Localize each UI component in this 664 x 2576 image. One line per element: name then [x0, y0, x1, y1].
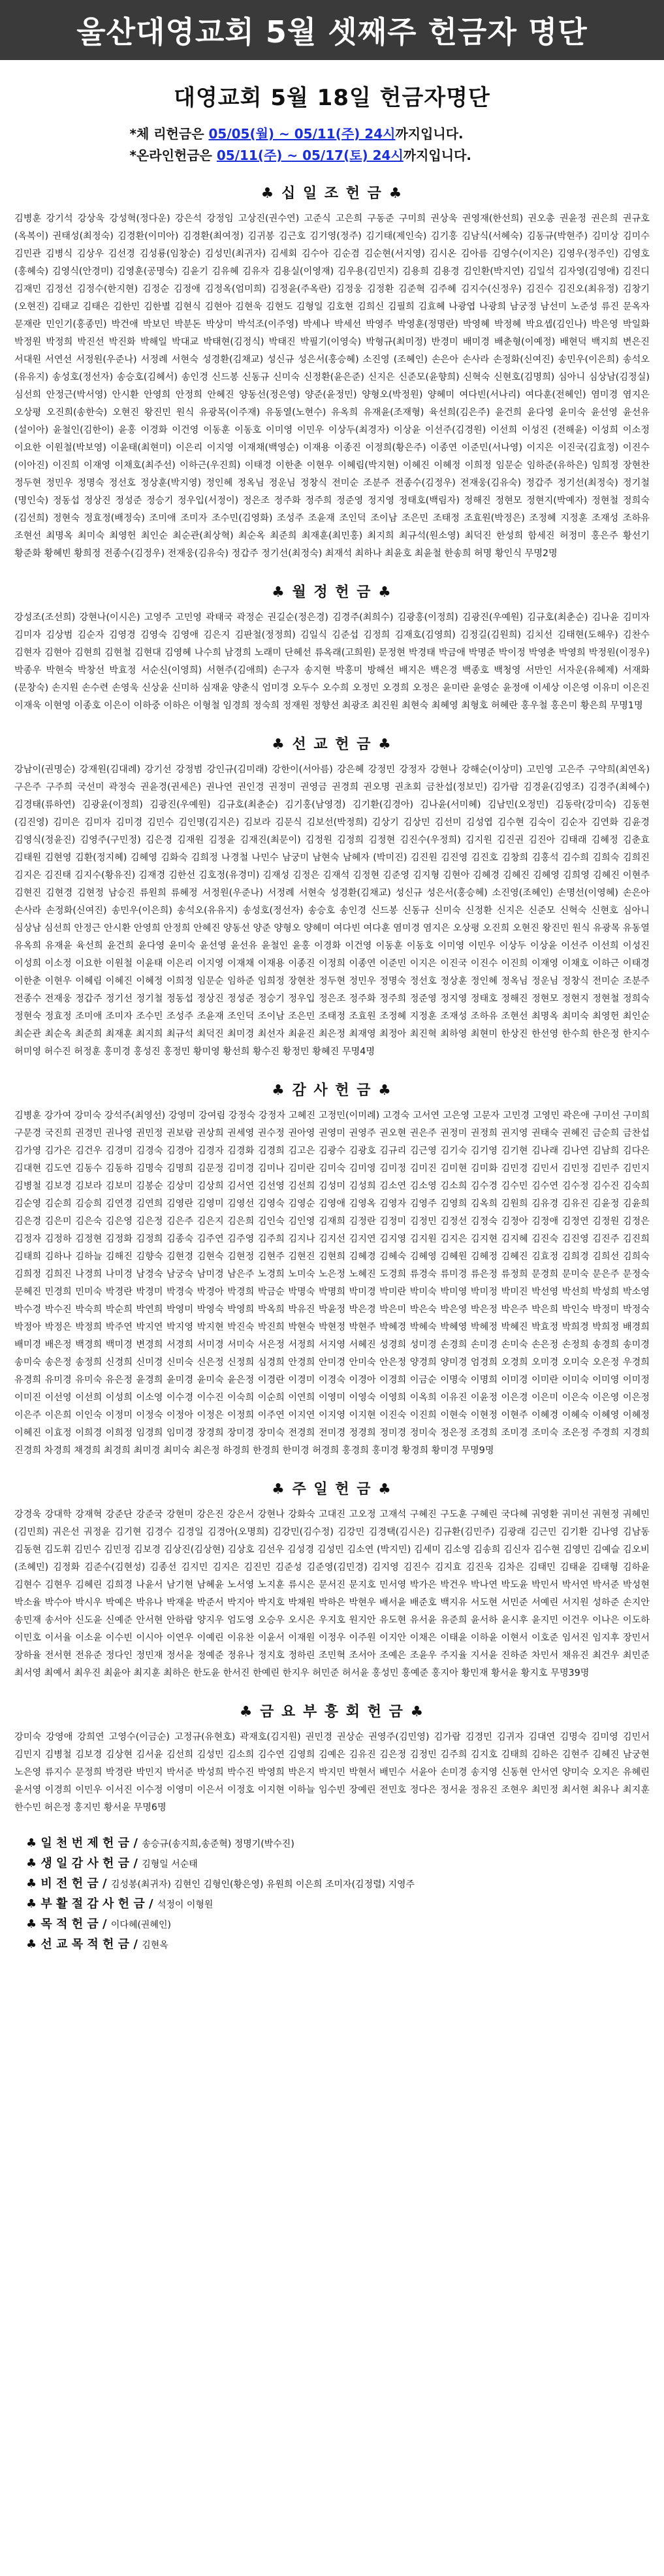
extra-value: 이다혜(권혜인): [110, 1920, 171, 1930]
section-title: ♣ 선 교 헌 금 ♣: [272, 736, 392, 753]
section-monthly: [14, 581, 650, 715]
section-sunday: [14, 1478, 650, 1682]
extra-label: ♣ 목 적 헌 금 /: [26, 1917, 107, 1931]
notice-online-prefix: *온라인헌금은: [129, 148, 217, 163]
section-tithe: [14, 182, 650, 563]
section-title: ♣ 감 사 헌 금 ♣: [272, 1082, 392, 1099]
notice-offline: [130, 123, 535, 142]
notice-offline-period: 05/05(월) ~ 05/11(주) 24시: [208, 126, 396, 142]
list-subtitle: 대영교회 5월 18일 헌금자명단: [174, 85, 490, 111]
section-mission: [14, 733, 650, 1061]
donor-names: 강남이(권명순) 강재원(김대례) 강기선 강정범 강인규(김미래) 강한이(서아름) 강은혜 강정민 강정자 강현나 강해순(이상미) 고민영 고은주 구약희(최연옥) 구은주 구주희 국선미 곽정숙 권윤경(권세은) 권나연 권인경 권정미 권영금 권경희 권오명 권초회 금찬섭(정보민) 김가람 김경윤(김영조) 김경주(최혜수) 김경태(류하연) 김광윤(이정희) 김광진(우예원) 김규호(최춘순) 김기홍(남영경) 김기환(김경아) 김나윤(서미혜) 김남민(오정민) 김동락(강미숙) 김동현(김진영) 김미은 김미자 김미경 김민수 김인명(김지은) 김보라 김문식 김보선(박정희) 김상기 김상민 김선미 김성엽 김수현 김숙이 김순자 김연화 김윤경 김영식(정윤진) 김영주(구민정) 김은경 김재원 김정윤 김재진(최문이) 김정원 김정희 김정현 김진수(우정희) 김지원 김진권 김진아 김태래 김혜정 김춘효 김태원 김현영 김환(정지혜) 김혜영 김화숙 김희정 나경철 나민수 남궁미 남현숙 남혜자 (박미진) 김진원 김진영 김진호 김창희 김홍석 김수희 김희숙 김희진 김지은 김진태 김지수(황유진) 김재경 김한선 김호정(유경미) 김재성 김정은 김재석 김정현 김준영 김지형 김현아 김혜경 김혜진 김혜영 김희영 김혜진 이현주 김현진 김현경 김현정 남승진 류원희 류혜정 서정원(우준나) 서정례 서현숙 성경환(김채교) 성신규 성은서(홍승혜) 소진영(조혜인) 손명선(이영혜) 손은아 손사라 손정화(신여진) 송민우(이은희) 송석오(유유지) 송성호(정선자) 송승호 송인경 신드봉 신동규 신미숙 신정환 신지은 신준모 신혁숙 신현호 심아니 심상남 심선희 안정근 안시환 안영희 안정희 안혜진 양동선 양준 양형오 양혜미 여다빈 여다훈 염미경 염지은 오상평 오진희 오현진 왕진민 원식 유광목 유동열 유옥희 유재윤 육선희 윤건희 윤다영 윤미숙 윤선영 윤선유 윤철인 윤홍 이경화 이건영 이동훈 이동호 이미영 이민우 이상두 이상윤 이선주 이선희 이성진 이성희 이소정 이요한 이원철 이윤태 이은리 이지영 이재채 이재용 이종진 이정희 이종연 이준민 이지은 이진국 이진수 이진희 이재영 이채호 이하근 이태경 이한춘 이현우 이혜림 이혜진 이혜정 이희정 임문순 임하준 임희정 장현찬 정두현 정민우 정명숙 정선호 정상훈 정인혜 정옥님 정운님 정창식 전미순 조분주 전종수 전재웅 정갑주 정기선 정기철 정동섭 정상진 정성준 정승기 정우입 정은조 정주화 정주희 정준영 정지영 정태호 정해진 정현모 정현지 정현철 정희숙 정현숙 정효정 조미애 조미자 조수민 조성주 조윤재 조인덕 조이남 조은민 조태정 조효원 조정혜 지정훈 조재성 조하유 조현선 최명옥 최미숙 최영헌 최인순 최순관 최순옥 최준희 최재훈 최지희 최규석 최덕진 최미경 최선자 최윤진 최은정 최재영 최정아 최진혁 최하영 최현미 한상진 한선영 한수희 한은정 한지수 허미영 허수진 허정훈 홍미경 홍성진 홍정민 황미영 황선희 황수진 황정민 황혜진 무명4명: [14, 764, 650, 1057]
extra-label: ♣ 비 전 헌 금 /: [26, 1877, 107, 1891]
page-header: [0, 0, 664, 60]
page-title: 울산대영교회 5월 셋째주 헌금자 명단: [76, 14, 588, 50]
section-title: ♣ 주 일 헌 금 ♣: [272, 1481, 392, 1498]
extra-offerings: [26, 1834, 638, 1955]
notice-online-suffix: 까지입니다.: [403, 148, 471, 163]
notice-online-period: 05/11(주) ~ 05/17(토) 24시: [216, 148, 403, 163]
notice-offline-prefix: *체 리헌금은: [129, 126, 209, 142]
extra-value: 김현옥: [142, 1940, 168, 1951]
extra-label: ♣ 선 교 목 적 헌 금 /: [26, 1938, 138, 1951]
notice-online: [130, 145, 535, 164]
notice-offline-suffix: 까지입니다.: [395, 126, 464, 142]
extra-row-vision: [26, 1874, 638, 1894]
notice-block: [130, 123, 535, 164]
extra-label: ♣ 일 천 번 제 헌 금 /: [26, 1836, 138, 1850]
extra-row-birthday: [26, 1854, 638, 1874]
section-thanksgiving: [14, 1079, 650, 1460]
extra-row-thousand-offering: [26, 1834, 638, 1854]
extra-label: ♣ 부 활 절 감 사 헌 금 /: [26, 1897, 153, 1911]
section-title: ♣ 십 일 조 헌 금 ♣: [261, 185, 403, 202]
extra-label: ♣ 생 일 감 사 헌 금 /: [26, 1857, 138, 1870]
donor-names: 김병훈 강가여 강미숙 강석주(최영선) 강영미 강여림 강정숙 강정자 고혜진 고정민(이미례) 고경숙 고서연 고은영 고문자 고민경 고영민 곽은애 구미선 구미희 구문경 국진희 권경민 권나영 권민정 권보람 권상희 권세영 권수정 권아영 권영미 권영주 권오현 권은주 권정미 권정희 권지영 권태숙 권혜진 금순희 금찬섭 김가영 김가은 김건우 김경미 김경숙 김경아 김경자 김경화 김경희 김고은 김광수 김광호 김규리 김근영 김기숙 김기영 김기현 김나래 김나연 김남희 김다은 김대현 김도연 김동수 김동하 김명숙 김명희 김문정 김미경 김미나 김미란 김미숙 김미영 김미정 김미진 김미현 김미화 김민경 김민서 김민정 김민주 김민지 김병철 김보경 김보라 김보미 김봉순 김상미 김상희 김서연 김선영 김선희 김성미 김성희 김소연 김소영 김소희 김수경 김수민 김수연 김수정 김수진 김숙희 김순영 김순희 김승희 김연경 김연희 김영란 김영미 김영선 김영숙 김영순 김영애 김영옥 김영자 김영주 김영희 김옥희 김원희 김유경 김유진 김윤정 김윤희 김은경 김은미 김은숙 김은영 김은정 김은주 김은지 김은희 김인숙 김인영 김재희 김정란 김정미 김정민 김정선 김정숙 김정아 김정애 김정연 김정원 김정은 김정자 김정하 김정현 김정화 김정희 김종숙 김주연 김주영 김주희 김지나 김지선 김지연 김지영 김지원 김지은 김지현 김지혜 김진숙 김진영 김진주 김진희 김태희 김하나 김하늘 김해진 김향숙 김현경 김현숙 김현정 김현주 김현진 김현희 김혜경 김혜숙 김혜영 김혜원 김혜정 김혜진 김효정 김희경 김희선 김희숙 김희정 김희진 나경희 나미경 남경숙 남궁숙 남미경 남은주 노경희 노미숙 노은정 노혜진 도경희 류경숙 류미경 류은정 류정희 문경희 문미숙 문은주 문정숙 문혜진 민경희 민미숙 박경란 박경미 박경숙 박경아 박경희 박금순 박명숙 박명희 박미경 박미란 박미숙 박미영 박미정 박미진 박선영 박선희 박성희 박소영 박수경 박수진 박숙희 박순희 박연희 박영미 박영숙 박영희 박옥희 박유진 박윤정 박은경 박은미 박은숙 박은영 박은정 박은주 박은희 박인숙 박정미 박정숙 박정아 박정은 박정희 박주연 박지연 박지영 박지현 박진숙 박진희 박현숙 박현정 박현주 박혜경 박혜숙 박혜영 박혜정 박혜진 박효정 박희경 박희정 배경희 배미경 배은정 백경희 백미경 변경희 서경희 서미경 서미숙 서은정 서정희 서지영 서혜진 성경희 성미경 손경희 손미경 손미숙 손은정 손정희 송경희 송미경 송미숙 송은정 송정희 신경희 신미경 신미숙 신은정 신정희 심경희 안경희 안미경 안미숙 안은정 양경희 양미경 엄경희 오경희 오미경 오미숙 오은정 우경희 유경희 유미경 유미숙 유은정 윤경희 윤미경 윤미숙 윤은정 이경란 이경미 이경숙 이경아 이경희 이금순 이명숙 이명희 이미경 이미란 이미숙 이미영 이미정 이미진 이선영 이선희 이성희 이소영 이수경 이수진 이숙희 이순희 이연희 이영미 이영숙 이영희 이옥희 이유진 이윤정 이은경 이은미 이은숙 이은영 이은정 이은주 이은희 이인숙 이정미 이정숙 이정아 이정은 이정희 이주연 이지연 이지영 이지현 이진숙 이진희 이현숙 이현정 이현주 이혜경 이혜숙 이혜영 이혜정 이혜진 이효정 이희경 이희정 임경희 임미경 장경희 장미경 장미숙 전경희 전미경 정경희 정미경 정미숙 정은정 조경희 조미경 조미숙 조은정 주경희 지경희 진경희 차경희 채경희 최경희 최미경 최미숙 최은정 하경희 한경희 한미경 허경희 홍경희 홍미경 황경희 황미경 무명9명: [14, 1110, 650, 1456]
extra-value: 송승규(송지희,송준혁) 정명기(박수진): [142, 1839, 294, 1849]
section-friday-revival: [14, 1701, 650, 1817]
extra-value: 석정이 이형원: [157, 1900, 213, 1910]
extra-value: 김성봉(최귀자) 김현인 김형인(황은영) 유원희 이은희 조미자(김정렬) 지영주: [110, 1879, 415, 1890]
donor-names: 김병훈 강기석 강상욱 강성혁(정다운) 강은석 강정임 고상진(권수연) 고준식 고은희 구동준 구미희 권상욱 권영재(한선희) 권오총 권윤정 권은희 권규호(옥복이) 권태성(최정숙) 김경환(이미아) 김경환(최여정) 김귀봉 김근호 김기영(정주) 김기태(제인숙) 김기홍 김남식(서혜숙) 김동규(박현주) 김미상 김미수 김민관 김병식 김상우 김선경 김성룡(임창순) 김성민(최귀자) 김세회 김수아 김순겸 김순현(서지영) 김시온 김아름 김영수(이지은) 김영우(정주인) 김영호(홍혜숙) 김영식(안경미) 김영훈(공명숙) 김윤기 김유혜 김유자 김용실(이영재) 김우용(김민지) 김용희 김용경 김인환(박지연) 김일석 김자영(김영애) 김진디 김재민 김정선 김정수(한지현) 김정순 김정애 김정옥(엄미희) 김정윤(주옥란) 김정웅 김정환 김준혁 김주혜 김지수(신정우) 김진수 김진오(최유정) 김창기(오현진) 김태교 김태은 김한민 김한별 김현식 김현아 김현욱 김현도 김형일 김호현 김희신 김필희 김효혜 나광엽 나광희 남궁정 남선미 노준성 류진 문옥자 문재란 민인기(홍종민) 박건애 박보던 박분돈 박상미 박석조(이주영) 박세나 박세선 박영주 박영훈(정명란) 박영혜 박정혜 박요셉(김인나) 박은영 박일화 박정원 박정희 박진선 박진화 박해일 박대교 박태현(김정식) 박태진 박필기(이영숙) 박형규(최미정) 반경미 배미경 배춘형(이예정) 배현덕 백지희 변은진 서대원 서연선 서정원(우준나) 서정례 서현숙 성경환(김채교) 성신규 성은서(홍승혜) 소진영 (조혜인) 손은아 손사라 손정화(신여진) 송민우(이은희) 송석오(유유지) 송성호(정선자) 송승호(김혜서) 송인경 신드봉 신동규 신미숙 신정환(윤은준) 신지은 신준모(윤향희) 신혁숙 신현호(김명희) 심아니 심상남(김정실) 심선희 안정근(박서영) 안시환 안영희 안정희 안혜진 양동선(정은영) 양준(윤정민) 양형오(박정원) 양혜미 여다빈(서나리) 여다훈(전혜인) 염미경 염지은 오상평 오진희(송한숙) 오현진 왕진민 원식 유광목(이주재) 유동열(노현수) 유옥희 유재윤(조재형) 육선희(김은주) 윤건희 윤다영 윤미숙 윤선영 윤선유 (설이아) 윤철인(김한이) 윤홍 이경화 이건영 이동훈 이동호 이미영 이민우 이상두(최경자) 이상윤 이선주(김경원) 이선희 이성진 (전해윤) 이성희 이소정 이요한 이원철(박보영) 이윤태(최현미) 이은리 이지영 이재채(백영순) 이재용 이종진 이정희(황은주) 이종연 이준민(서나영) 이지은 이진국(김효정) 이진수(이아진) 이진희 이재영 이채호(최주선) 이하근(우진희) 이태경 이한춘 이현우 이혜림(박지현) 이혜진 이혜정 이희정 임문순 임하준(유하은) 임희정 장현찬 정두현 정민우 정명숙 정선호 정상훈(박지영) 정인혜 정옥님 정운님 정창식 전미순 조분주 전종수(김정우) 전재웅(김유숙) 정갑주 정기선(최정숙) 정기철(명인숙) 정동섭 정상진 정성준 정승기 정우입(서정이) 정은조 정주화 정주희 정준영 정지영 정태호(백림자) 정해진 정현모 정현지(박예자) 정현철 정희숙(김선희) 정현숙 정효정(배정숙) 조미애 조미자 조수민(김영화) 조성주 조윤재 조인덕 조이남 조은민 조태정 조효원(박정은) 조정혜 지정훈 조재성 조하유 조현선 최명옥 최미숙 최영헌 최인순 최순관(최상혁) 최순옥 최준희 최재훈(최민홍) 최지희 최규석(원소영) 최덕진 한성희 함세진 허정미 홍은주 황선기 황준화 황혜빈 황희정 전종수(김정우) 전재웅(김유숙) 정갑주 정기선(최정숙) 최재석 최하나 최윤호 최윤철 한송희 허명 황인식 무명2명: [14, 213, 650, 559]
donor-names: 강미숙 강영애 강희연 고영수(이금순) 고정규(유현호) 곽재호(김지원) 권민경 권상순 권영주(김민영) 김가람 김경민 김귀자 김대연 김명숙 김미영 김민서 김민지 김병철 김보경 김상현 김서윤 김선희 김성민 김소희 김수연 김영희 김예은 김유진 김은정 김정민 김주희 김지호 김태희 김하은 김현주 김혜진 남궁현 노은영 류지수 문정희 박경란 박민지 박서준 박성희 박수진 박영희 박은지 박지민 박현서 배민수 서윤아 손미경 송지영 신동현 안서연 양미숙 오지은 유혜린 윤서영 이경희 이민우 이서진 이수정 이영미 이은서 이정호 이지현 이하늘 임수빈 장예린 전민호 정다은 정서윤 정유진 조현우 최민정 최서현 최유나 최지훈 한수민 허은정 홍지민 황서윤 무명6명: [14, 1732, 650, 1813]
extra-row-mission-purpose: [26, 1935, 638, 1955]
donor-names: 강성조(조선희) 강현나(이시은) 고영주 고민영 곽태국 곽정순 권길순(정은경) 김경주(최희수) 김광홍(이정희) 김광진(우예원) 김규호(최춘순) 김나윤 김미자 김미자 김상범 김순자 김영경 김영숙 김영애 김은지 김판철(정정희) 김일식 김준섭 김정희 김재호(김영희) 김정길(김원희) 김치선 김태현(도해우) 김찬수 김현자 김현아 김현희 김현철 김현대 김영혜 나수희 남경희 노래미 단혜선 류옥래(고희원) 문정현 박경태 박금애 박명준 박이정 박영춘 박영희 박정원(이정우) 박종우 박현숙 박창선 박효정 서순신(이영희) 서현주(김애희) 손구자 송지현 박홍미 방해선 배지은 백은경 백종호 백청영 서만인 서자운(유혜제) 서재화(문창숙) 손지원 손수련 손영욱 신상윤 신미하 심재윤 양춘식 엄미경 오두수 오수희 오정민 오경희 오정은 윤미란 윤영순 윤정애 이세상 이은영 이유미 이은진 이재욱 이현영 이종호 이은이 이하중 이하은 이형철 임경희 정숙희 정재원 정향선 최광조 최진원 최현숙 최혜영 최형호 허혜란 홍우철 홍은미 황은희 무명1명: [14, 612, 650, 711]
extra-row-easter: [26, 1894, 638, 1915]
donor-names: 강경욱 강대학 강재혁 강준단 강준국 강현미 강은진 강은서 강현나 강화숙 고대진 고오정 고재석 구혜진 구도훈 구혜린 국다혜 궈영환 궈미선 궈현정 궈혜민(김민희) 궈은선 궈정윤 김기현 김경수 김경일 김경아(오명희) 김강민(김수정) 김강민 김경택(김시은) 김규환(김민주) 김광래 김근민 김기환 김나영 김남동 김동현 김도휘 김민수 김민정 김보경 김상진(김상현) 김상호 김선우 김성경 김성민 김소연 (박지민) 김세미 김소영 김송희 김신자 김수현 김영민 김예슬 김오비(조혜민) 김정화 김준수(김현성) 김종선 김지민 김지은 김진민 김준성 김준영(김민경) 김지영 김진수 김지효 김진욱 김차은 김태민 김태윤 김태형 김하윤 김현수 김현우 김혜린 김희경 나윤서 남기현 남혜윤 노서영 노지훈 류시은 문서진 문지호 민서영 박가은 박건우 박나연 박도윤 박민서 박서연 박서준 박성현 박소율 박수아 박시우 박예은 박유나 박재윤 박준서 박지아 박지호 박채원 박하은 박현우 배서윤 배준호 백지유 서도현 서민준 서예린 서지원 성하준 손지안 송민재 송서아 신도윤 신예준 안서현 안하람 양지우 엄도영 오승우 오시은 우지호 원지안 유도현 유서윤 유준희 윤서하 윤시후 윤지민 이건우 이나은 이도하 이민호 이서율 이소윤 이수빈 이시아 이연우 이예린 이유찬 이윤서 이재원 이정우 이주원 이지안 이채은 이태윤 이하윤 이현서 이호준 임서진 임지후 장민서 장하율 전서현 전유준 정다인 정민재 정서윤 정예준 정유나 정지호 정하린 조민혁 조서아 조예은 조윤우 주지율 지서윤 진하준 차민서 채유진 최건우 최민준 최서영 최예서 최우진 최윤아 최지훈 최하은 한도윤 한서진 한예린 한지우 허민준 허서윤 홍성민 홍예준 홍지아 황민재 황서윤 황지호 무명39명: [14, 1509, 650, 1678]
section-title: ♣ 금 요 부 흥 회 헌 금 ♣: [239, 1704, 425, 1720]
extra-row-purpose: [26, 1915, 638, 1935]
section-title: ♣ 월 정 헌 금 ♣: [272, 584, 392, 601]
extra-value: 김형일 서순태: [142, 1859, 198, 1870]
